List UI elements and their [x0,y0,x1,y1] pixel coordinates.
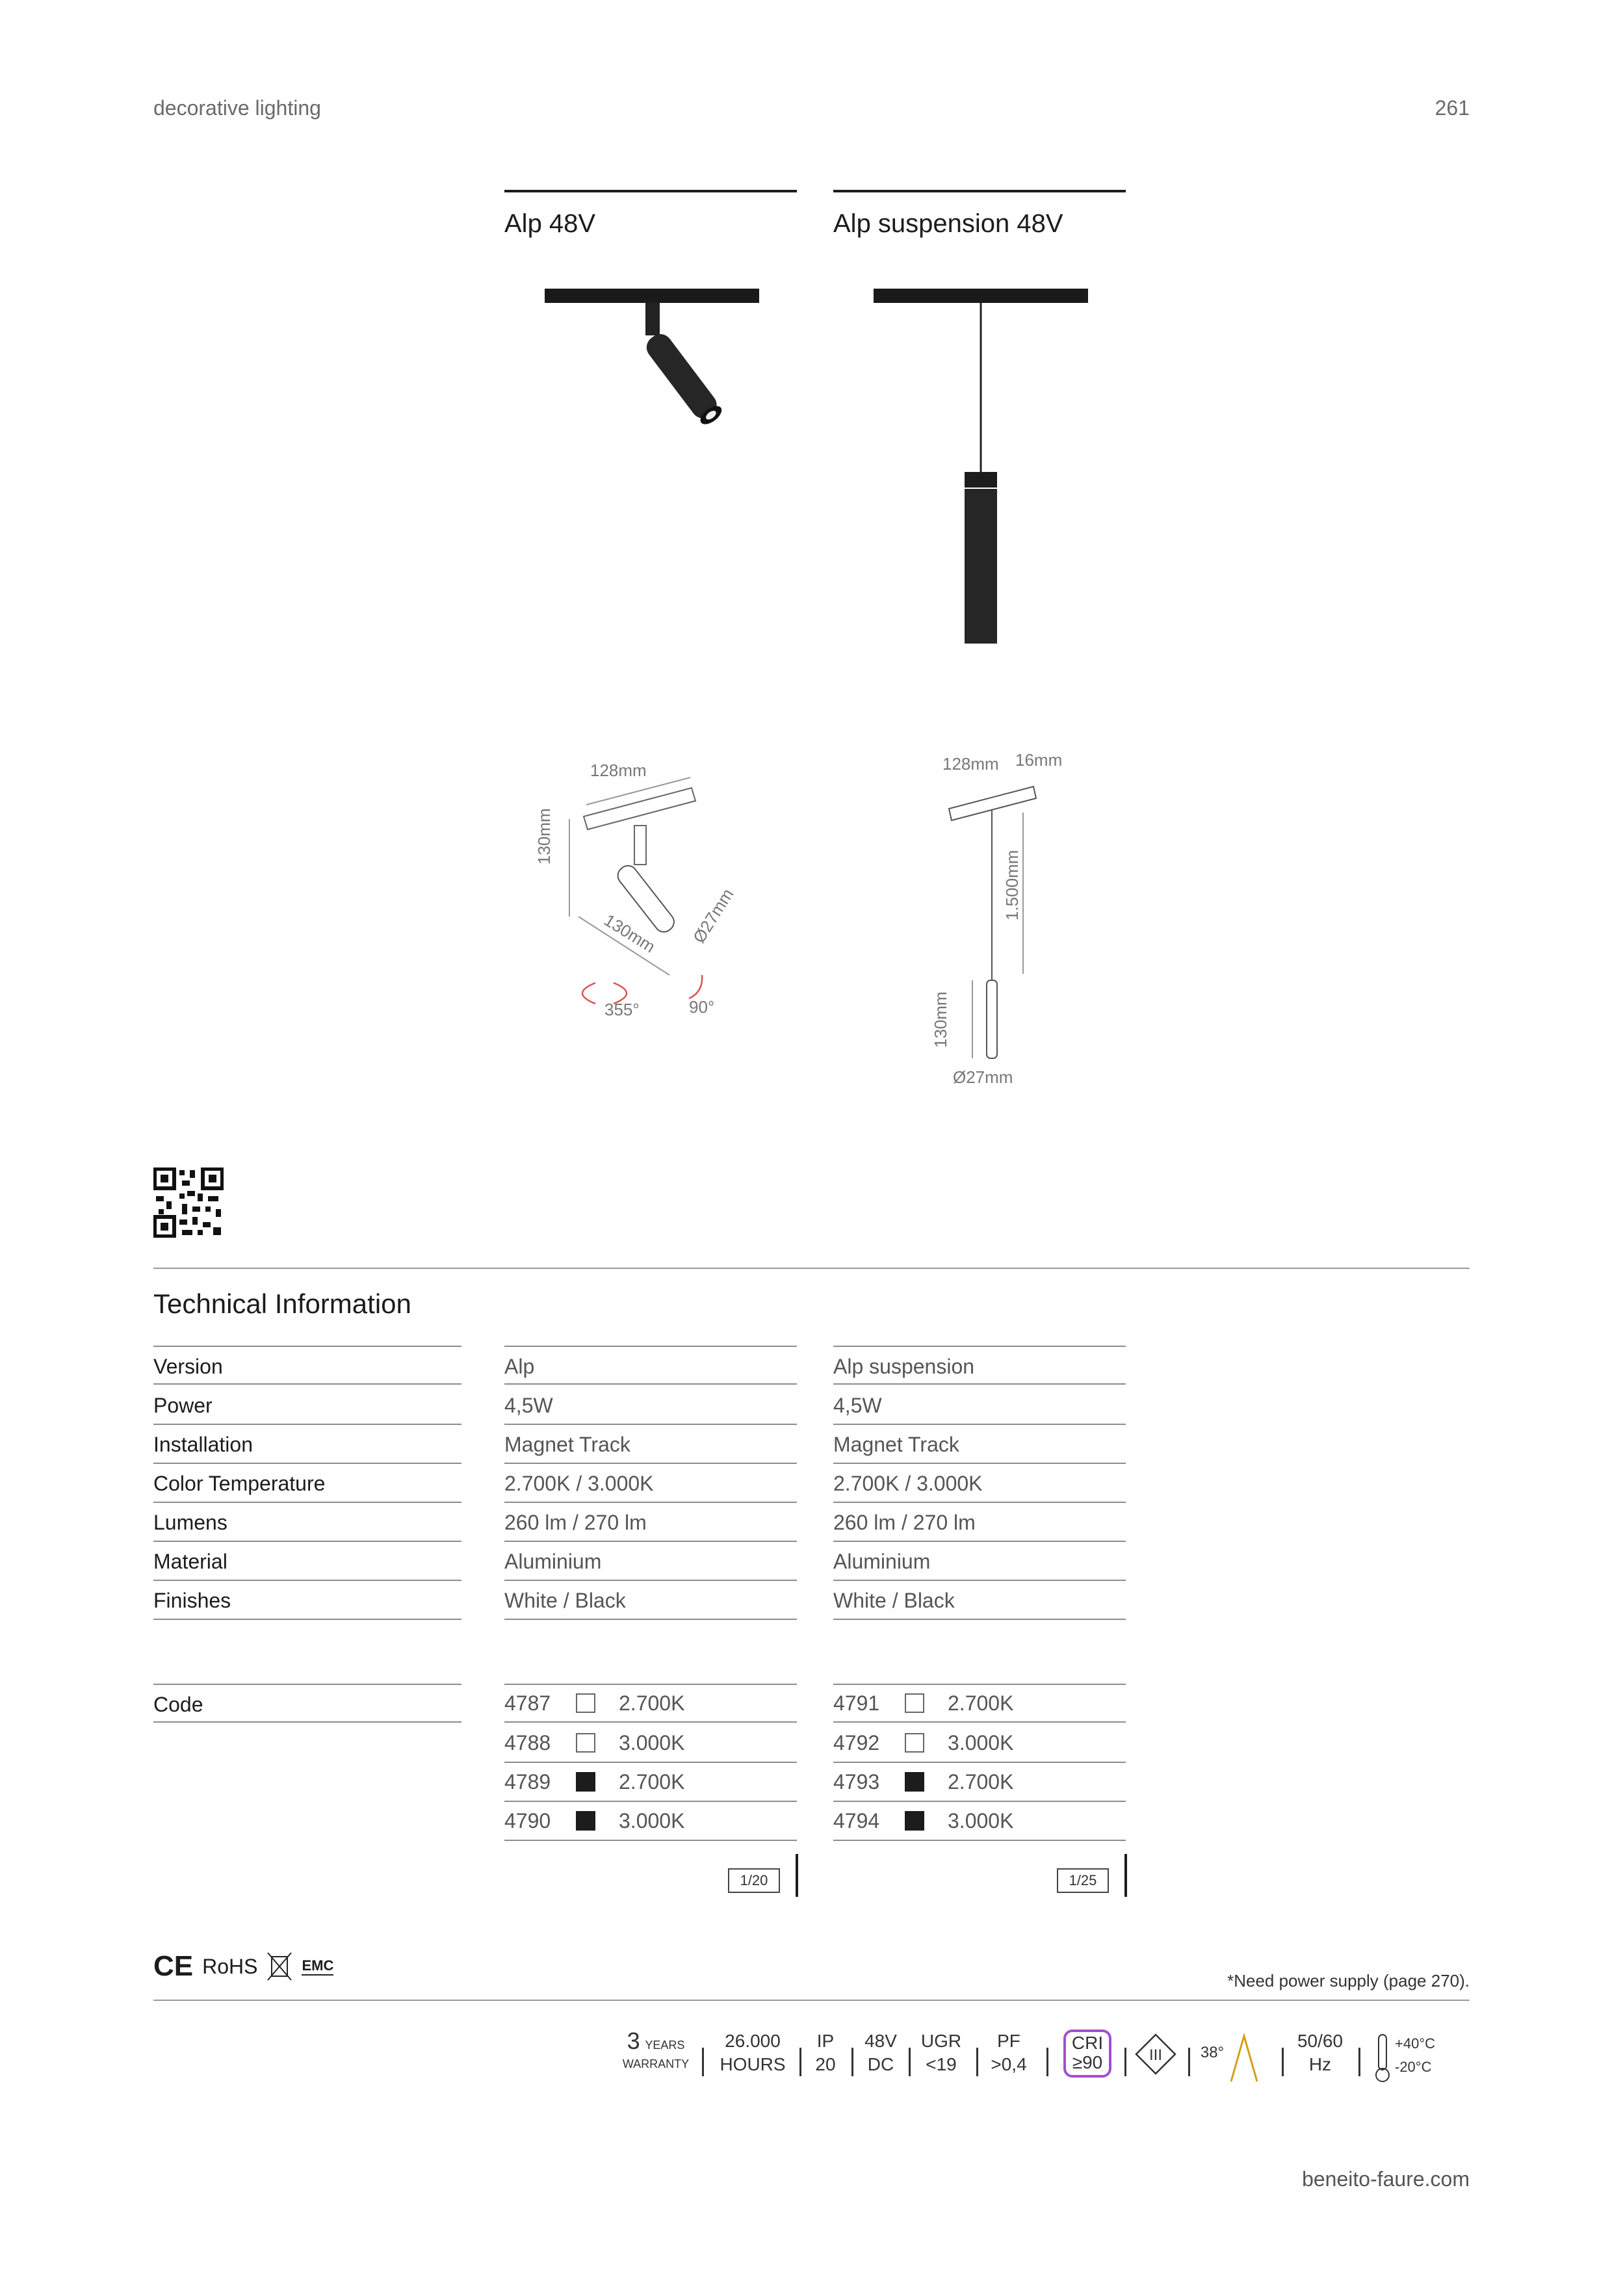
class-label: III [1149,2046,1162,2064]
alp-material: Aluminium [504,1542,797,1581]
ugr-label: UGR [920,2031,962,2051]
code-cct: 3.000K [619,1809,685,1833]
code-number: 4790 [504,1809,551,1833]
certification-marks [153,1950,333,1983]
white-finish-swatch [576,1693,595,1713]
section-name: decorative lighting [153,96,321,120]
column-rule-suspension [833,190,1126,192]
suspension-width-dim: 128mm [942,754,999,774]
code-cct: 2.700K [948,1691,1014,1715]
black-finish-swatch [905,1772,924,1792]
box-icon: 1/20 [728,1868,780,1893]
separator [976,2048,978,2076]
product-title-suspension: Alp suspension 48V [833,209,1063,238]
separator [1358,2048,1360,2076]
code-number: 4789 [504,1770,551,1794]
label-color-temperature: Color Temperature [153,1464,461,1503]
ip-rating [806,2029,845,2076]
cri-value: ≥90 [1072,2052,1103,2072]
pack-divider [1124,1854,1127,1897]
ugr-value: <19 [926,2054,957,2074]
warranty-badge [620,2029,692,2071]
code-row [504,1763,797,1802]
separator [1046,2048,1048,2076]
code-row [833,1724,1126,1763]
alp-diameter-dim: Ø27mm [689,885,738,946]
code-cct: 3.000K [948,1731,1014,1755]
class-iii-icon [1135,2033,1176,2075]
alp-version: Alp [504,1346,797,1385]
ip-value: 20 [815,2054,836,2074]
suspension-finishes: White / Black [833,1581,1126,1620]
suspension-version: Alp suspension [833,1346,1126,1385]
code-number: 4787 [504,1691,551,1715]
label-code: Code [153,1684,461,1723]
ip-label: IP [816,2031,835,2051]
code-row [833,1802,1126,1841]
temp-max: +40°C [1395,2035,1436,2052]
suspension-cable-dim: 1.500mm [1002,850,1022,920]
code-row [504,1802,797,1841]
alp-lumens: 260 lm / 270 lm [504,1503,797,1542]
suspension-installation: Magnet Track [833,1425,1126,1464]
alp-tilt-dim: 90° [689,997,715,1017]
suspension-height-dim: 130mm [931,991,950,1048]
label-material: Material [153,1542,461,1581]
product-title-alp: Alp 48V [504,209,596,238]
black-finish-swatch [905,1811,924,1831]
label-version: Version [153,1346,461,1385]
technical-info-title: Technical Information [153,1288,411,1319]
code-cct: 2.700K [619,1770,685,1794]
code-row [833,1684,1126,1723]
pack-divider [796,1854,798,1897]
suspension-lumens: 260 lm / 270 lm [833,1503,1126,1542]
black-finish-swatch [576,1772,595,1792]
frequency [1291,2029,1349,2076]
thermometer-icon [1373,2032,1392,2084]
power-supply-note: *Need power supply (page 270). [1227,1971,1470,1990]
weee-bin-icon [266,1950,292,1983]
column-rule-alp [504,190,797,192]
certification-divider [153,2000,1470,2001]
suspension-color-temperature: 2.700K / 3.000K [833,1464,1126,1503]
hours-label: HOURS [720,2054,786,2074]
code-cct: 3.000K [948,1809,1014,1833]
pf-label: PF [997,2031,1020,2051]
white-finish-swatch [905,1693,924,1713]
suspension-diameter-dim: Ø27mm [953,1067,1013,1087]
alp-finishes: White / Black [504,1581,797,1620]
alp-rotation-dim: 355° [604,1000,640,1019]
cri-label: CRI [1071,2033,1104,2053]
separator [799,2048,801,2076]
suspension-dimension-drawing [936,767,1066,1105]
power-factor [983,2029,1035,2076]
alp-product-image [539,286,760,442]
code-cct: 2.700K [619,1691,685,1715]
alp-color-temperature: 2.700K / 3.000K [504,1464,797,1503]
lifetime-hours [714,2029,792,2076]
code-number: 4793 [833,1770,880,1794]
box-icon: 1/25 [1057,1868,1109,1893]
alp-installation: Magnet Track [504,1425,797,1464]
voltage [858,2029,903,2076]
cri-badge-icon [1063,2029,1111,2078]
freq-unit: Hz [1308,2054,1332,2074]
code-row [504,1724,797,1763]
code-row [833,1763,1126,1802]
code-row [504,1684,797,1723]
label-finishes: Finishes [153,1581,461,1620]
code-cct: 3.000K [619,1731,685,1755]
warranty-years: YEARS [645,2039,685,2052]
section-divider [153,1268,1470,1269]
separator [702,2048,704,2076]
code-cct: 2.700K [948,1770,1014,1794]
white-finish-swatch [576,1733,595,1753]
separator [851,2048,853,2076]
warranty-num: 3 [627,2028,640,2054]
code-number: 4792 [833,1731,880,1755]
rohs-label: RoHS [202,1954,258,1978]
code-number: 4794 [833,1809,880,1833]
label-installation: Installation [153,1425,461,1464]
beam-angle: 38° [1200,2044,1225,2061]
temp-min: -20°C [1395,2059,1432,2075]
beam-angle-icon [1228,2032,1261,2084]
separator [1124,2048,1126,2076]
separator [1282,2048,1284,2076]
separator [1188,2048,1190,2076]
alp-power: 4,5W [504,1386,797,1425]
emc-icon: EMC [302,1957,333,1976]
white-finish-swatch [905,1733,924,1753]
temperature-range [1395,2032,1466,2079]
page-number: 261 [1435,96,1470,120]
voltage-value: 48V [864,2031,897,2051]
suspension-product-image [871,286,1092,650]
label-lumens: Lumens [153,1503,461,1542]
ce-mark-icon: CE [153,1950,194,1982]
black-finish-swatch [576,1811,595,1831]
ugr-rating [915,2029,967,2076]
qr-code[interactable] [153,1168,224,1238]
warranty-label: WARRANTY [622,2057,690,2070]
alp-length-dim: 130mm [601,910,659,957]
alp-height-dim: 130mm [534,808,554,865]
hours-number: 26.000 [725,2031,781,2051]
website-link[interactable]: beneito-faure.com [1302,2167,1470,2191]
code-number: 4791 [833,1691,880,1715]
code-number: 4788 [504,1731,551,1755]
suspension-depth-dim: 16mm [1015,750,1063,770]
alp-width-dim: 128mm [590,761,647,780]
pf-value: >0,4 [991,2054,1027,2074]
separator [909,2048,911,2076]
spec-icons-strip [617,2029,1470,2094]
suspension-pack-box [1057,1854,1128,1899]
alp-pack-box [728,1854,799,1899]
voltage-type: DC [867,2054,894,2074]
suspension-material: Aluminium [833,1542,1126,1581]
freq-value: 50/60 [1297,2031,1344,2051]
label-power: Power [153,1386,461,1425]
suspension-power: 4,5W [833,1386,1126,1425]
